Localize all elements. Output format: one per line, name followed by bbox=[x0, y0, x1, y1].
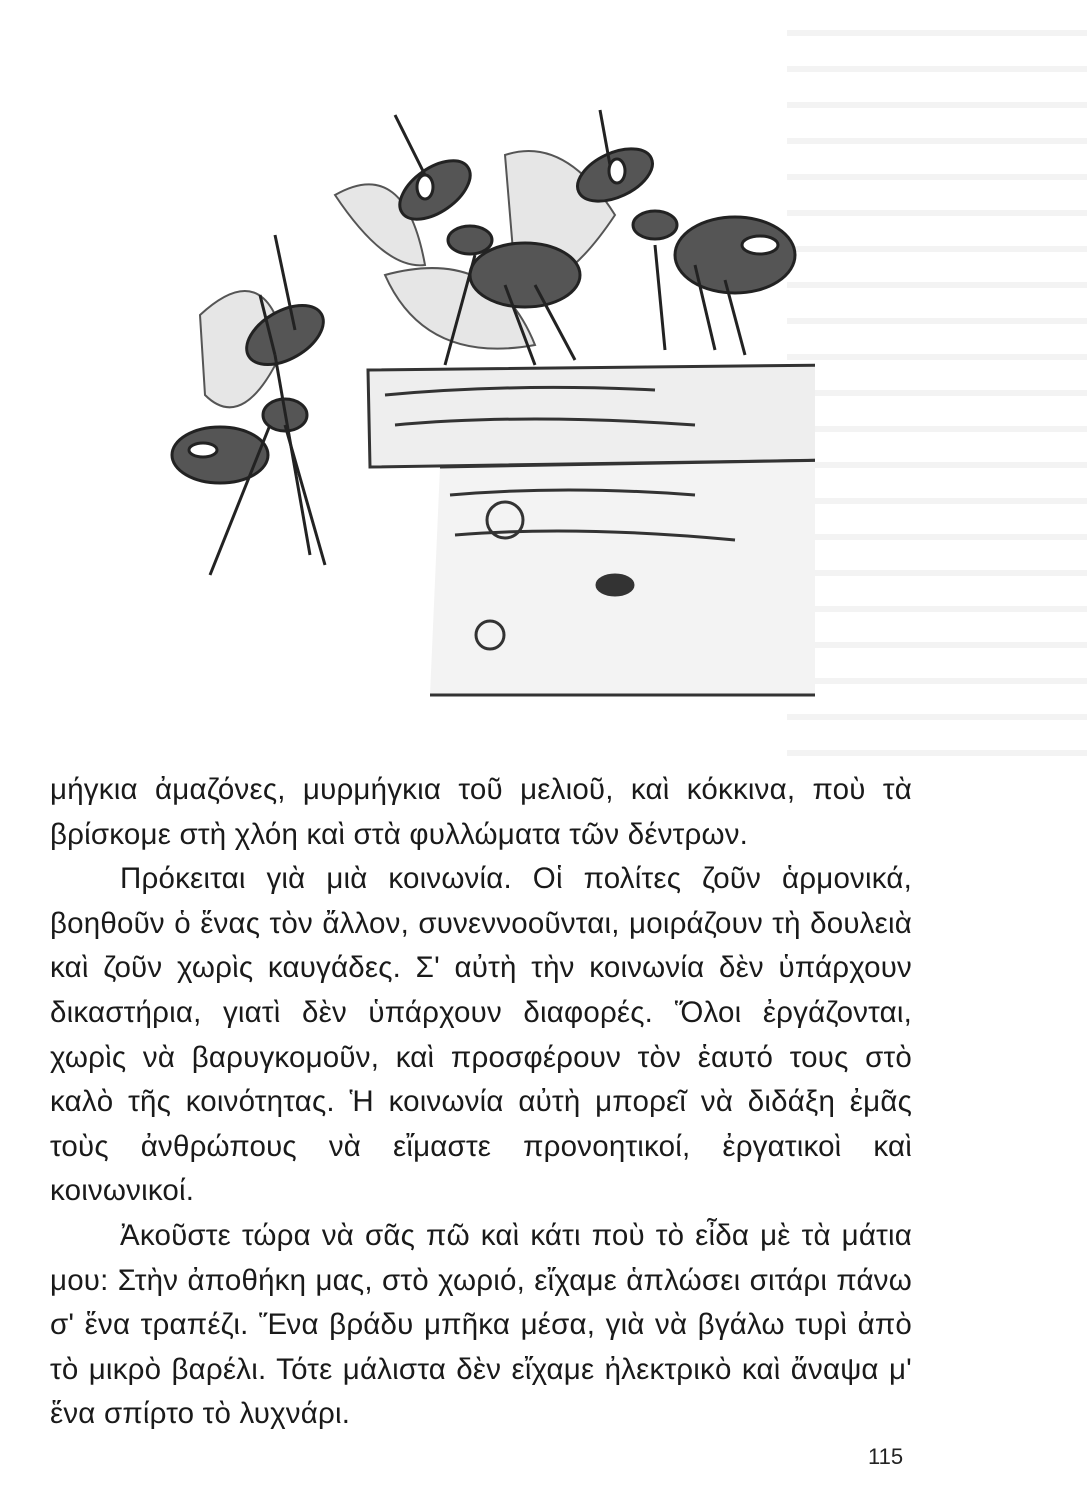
bleed-through-shadow bbox=[787, 0, 1087, 760]
paragraph-1: μήγκια ἀμαζόνες, μυρμήγκια τοῦ μελιοῦ, καὶ κόκκινα, ποὺ τὰ βρίσκομε στὴ χλόη καὶ στὰ φυλλώματα τῶν δέντρων. bbox=[50, 773, 912, 851]
ant-left bbox=[172, 235, 333, 575]
ants-drawing bbox=[95, 95, 815, 735]
wooden-plank bbox=[368, 365, 815, 695]
paragraph-3: Ἀκοῦστε τώρα νὰ σᾶς πῶ καὶ κάτι ποὺ τὸ εἶδα μὲ τὰ μάτια μου: Στὴν ἀποθήκη μας, στὸ χωριό, εἴχαμε ἁπλώσει σιτάρι πάνω σ' ἕνα τραπέζι. Ἕνα βράδυ μπῆκα μέσα, γιὰ νὰ βγάλω τυρὶ ἀπὸ τὸ μικρὸ βαρέλι. Τότε μάλιστα δὲν εἴχαμε ἠλεκτρικὸ καὶ ἄναψα μ' ἕνα σπίρτο τὸ λυχνάρι. bbox=[50, 1218, 912, 1431]
body-text bbox=[50, 768, 912, 1437]
paragraph-2: Πρόκειται γιὰ μιὰ κοινωνία. Οἱ πολίτες ζοῦν ἁρμονικά, βοηθοῦν ὁ ἕνας τὸν ἄλλον, συνεννοοῦνται, μοιράζουν τὴ δουλειὰ καὶ ζοῦν χωρὶς καυγάδες. Σ' αὐτὴ τὴν κοινωνία δὲν ὑπάρχουν δικαστήρια, γιατὶ δὲν ὑπάρχουν διαφορές. Ὅλοι ἐργάζονται, χωρὶς νὰ βαρυγκομοῦν, καὶ προσφέρουν τὸν ἑαυτό τους στὸ καλὸ τῆς κοινότητας. Ἡ κοινωνία αὐτὴ μπορεῖ νὰ διδάξη ἐμᾶς τοὺς ἀνθρώπους νὰ εἴμαστε προνοητικοί, ἐργατικοὶ καὶ κοινωνικοί. bbox=[50, 862, 912, 1208]
ants-illustration bbox=[95, 95, 815, 735]
page-number: 115 bbox=[868, 1444, 904, 1469]
